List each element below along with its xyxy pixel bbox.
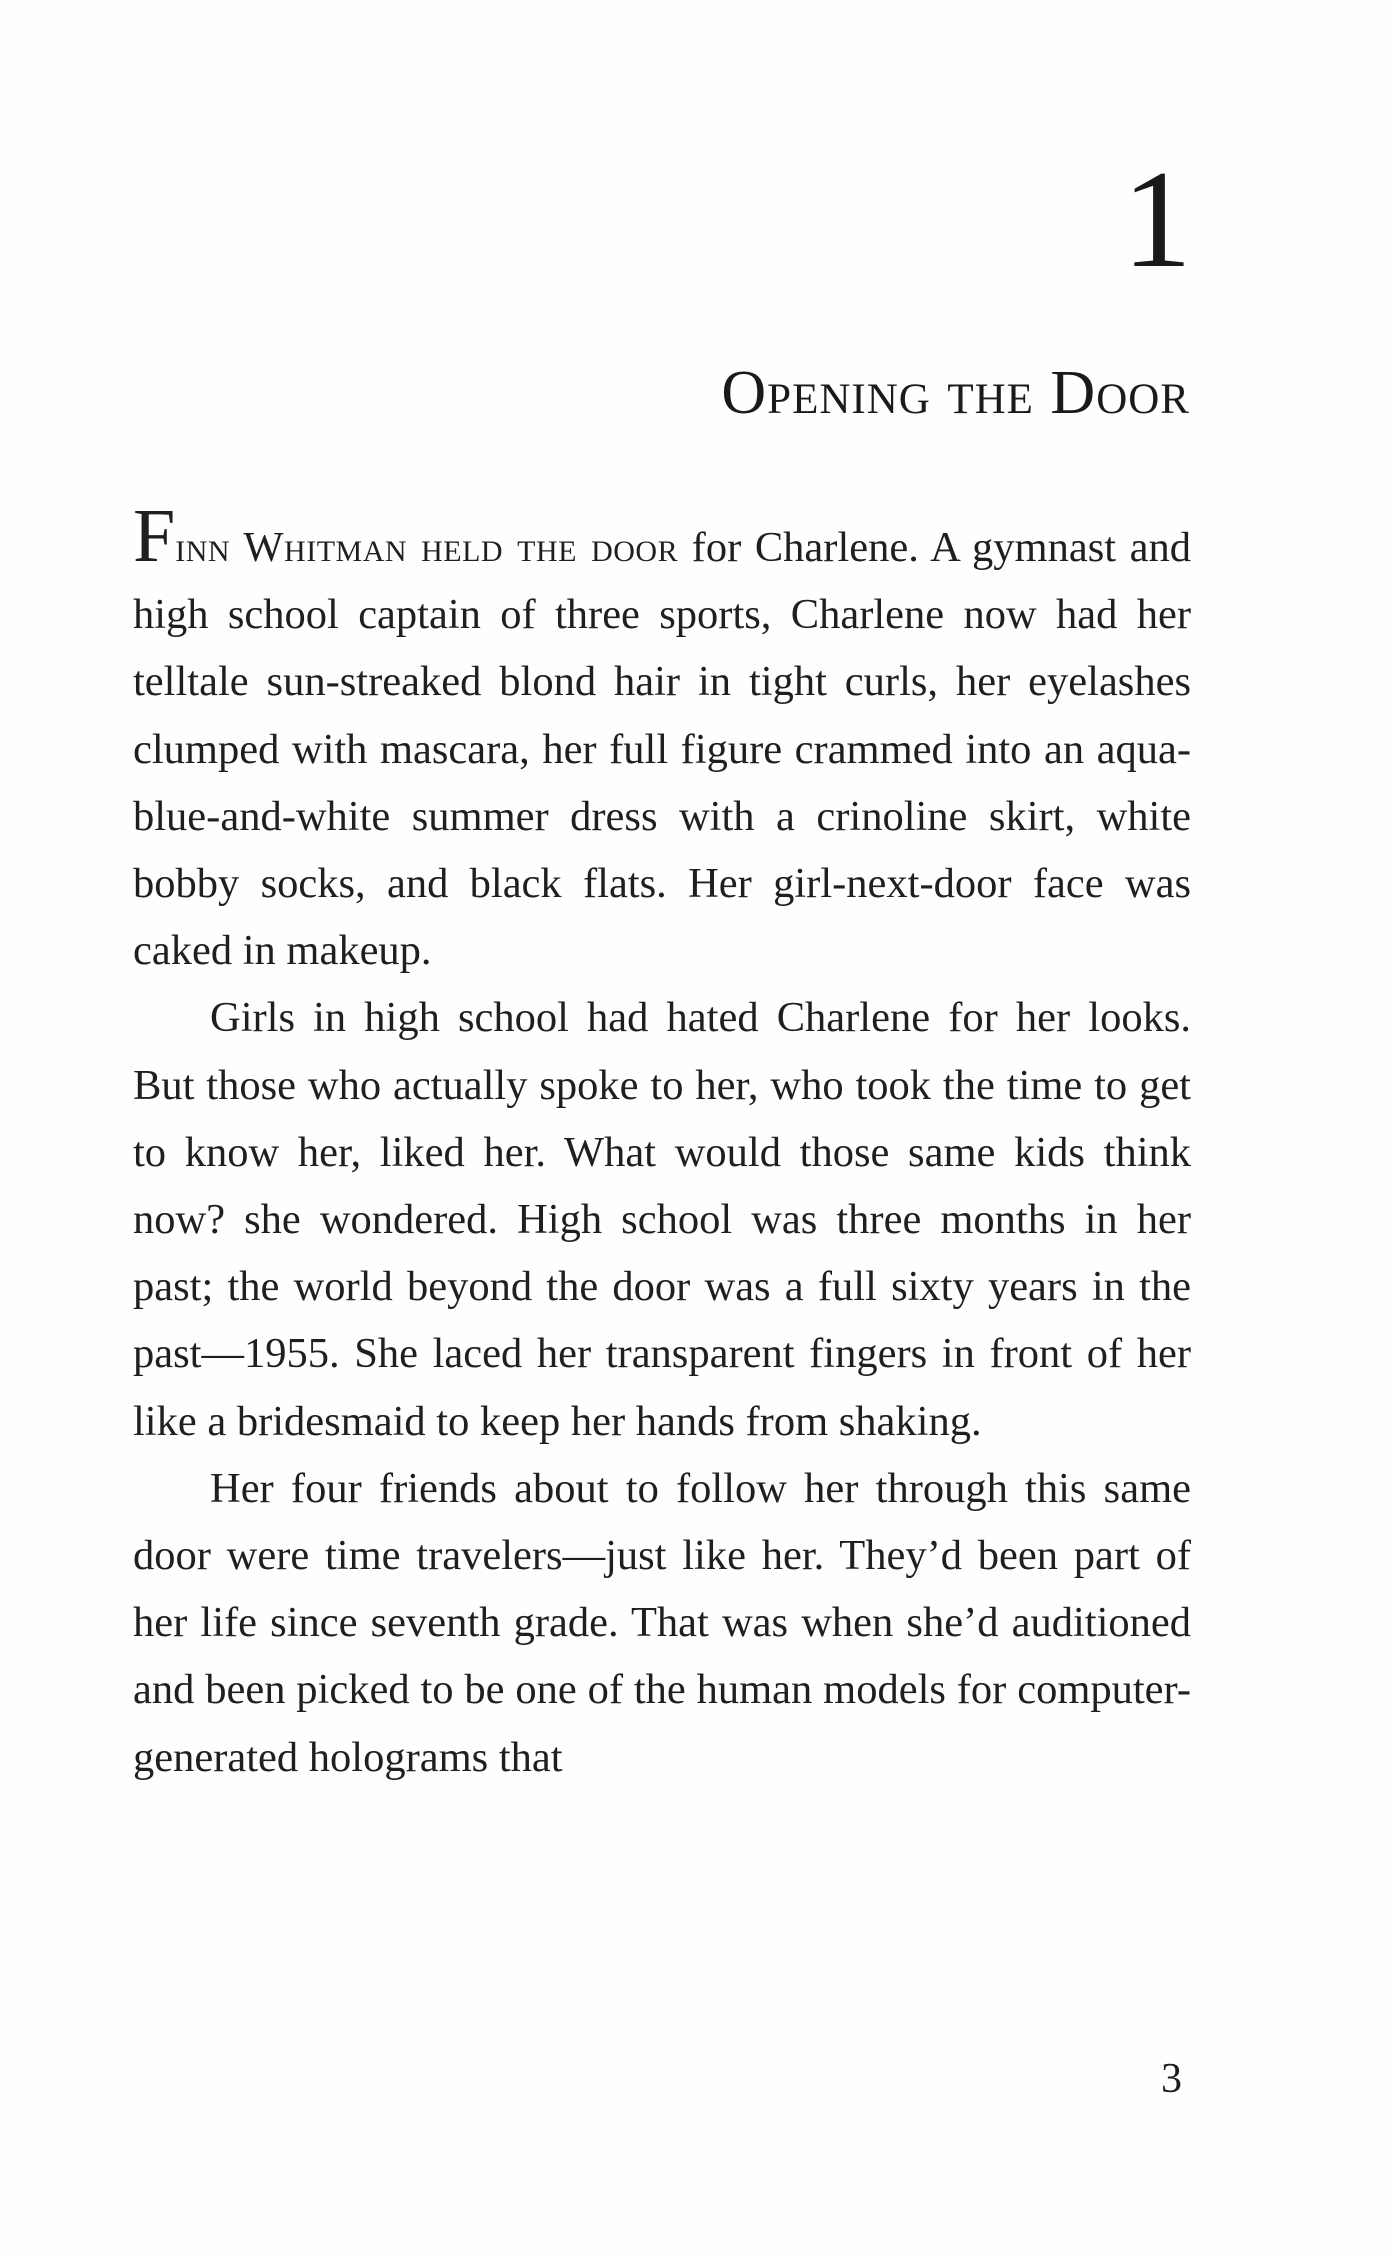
- drop-cap: F: [133, 494, 176, 578]
- paragraph: [133, 494, 1191, 984]
- chapter-number: 1: [1122, 142, 1190, 297]
- paragraph-text: for Charlene. A gymnast and high school captain of three sports, Charlene now had her telltale sun-streaked blond hair in tight curls, her eyelashes clumped with mascara, her full figure crammed into an aqua-blue-and-white summer dress with a crinoline skirt, white bobby socks, and black flats. Her girl-next-door face was caked in makeup.: [133, 524, 1191, 975]
- chapter-title: Opening the Door: [721, 359, 1190, 427]
- lead-in-small-caps: inn Whitman held the door: [175, 524, 679, 571]
- body-text: [133, 494, 1191, 1791]
- paragraph: Her four friends about to follow her through this same door were time travelers—just like her. They’d been part of her life since seventh grade. That was when she’d auditioned and been picked to be one of the human models for computer-generated holograms that: [133, 1464, 1191, 1781]
- page-number: 3: [1161, 2056, 1182, 2102]
- paragraph: Girls in high school had hated Charlene for her looks. But those who actually spoke to her, who took the time to get to know her, liked her. What would those same kids think now? she wondered. High school was three months in her past; the world beyond the door was a full sixty years in the past—1955. She laced her transparent fingers in front of her like a bridesmaid to keep her hands from shaking.: [133, 994, 1191, 1445]
